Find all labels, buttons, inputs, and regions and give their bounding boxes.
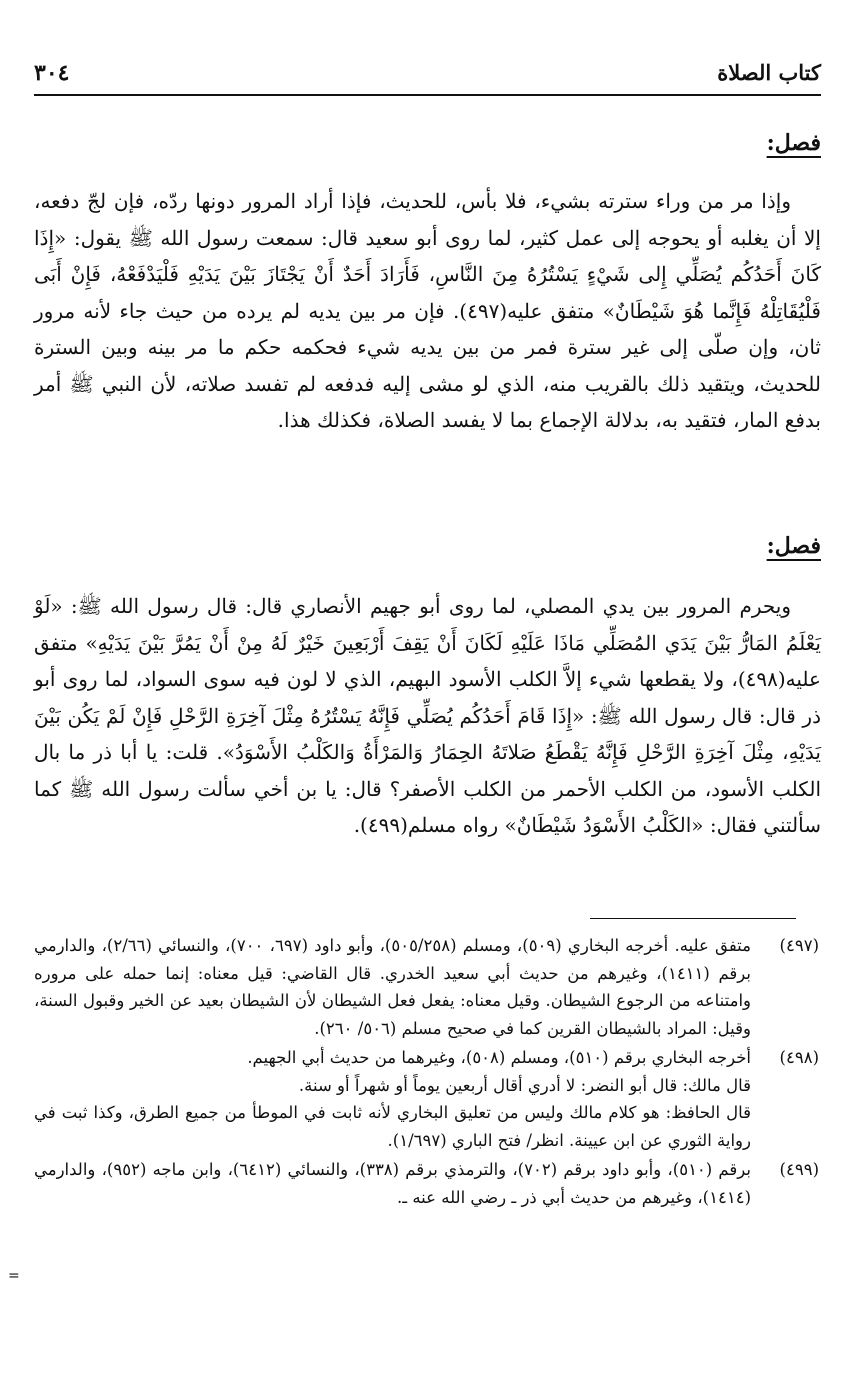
footnote-divider — [590, 918, 796, 919]
section-heading: فصل: — [766, 533, 821, 559]
continuation-mark: = — [8, 1268, 20, 1284]
running-header — [34, 60, 821, 92]
footnote-498 — [34, 1044, 819, 1154]
footnote-text: متفق عليه. أخرجه البخاري (٥٠٩)، ومسلم (٥٠٥/٢٥٨)، وأبو داود (٦٩٧، ٧٠٠)، والنسائي (٢/٦٦)، والدارمي برقم (١٤١١)، وغيرهم من حديث أبي سعيد الخدري. قال القاضي: قيل معناه: إنما حمله على مروره وامتناعه من الرجوع الشيطان. وقيل معناه: يفعل فعل الشيطان لأن الشيطان بعيد عن الخير وقبول السنة، وقيل: المراد بالشيطان القرين كما في صحيح مسلم (٥٠٦/ ٢٦٠). — [34, 936, 752, 1038]
section-heading: فصل: — [766, 130, 821, 156]
footnote-number: (٤٩٨) — [779, 1048, 819, 1067]
header-divider — [34, 94, 821, 96]
section-body — [34, 183, 821, 513]
book-title: كتاب الصلاة — [717, 60, 821, 85]
footnote-text: برقم (٥١٠)، وأبو داود برقم (٧٠٢)، والترمذي برقم (٣٣٨)، والنسائي (٦٤١٢)، وابن ماجه (٩٥٢)، والدارمي (١٤١٤)، وغيرهم من حديث أبي ذر ـ رضي الله عنه ـ. — [34, 1160, 751, 1207]
footnote-number: (٤٩٧) — [779, 936, 819, 955]
footnote-number: (٤٩٩) — [779, 1160, 819, 1179]
body-paragraph: ويحرم المرور بين يدي المصلي، لما روى أبو جهيم الأنصاري قال: قال رسول الله ﷺ: «لَوْ يَعْلَمُ المَارُّ بَيْنَ يَدَي المُصَلِّي مَاذَا عَلَيْهِ لَكَانَ أَنْ يَقِفَ أَرْبَعِينَ خَيْرٌ لَهُ مِنْ أَنْ يَمُرَّ بَيْنَ يَدَيْهِ» متفق عليه(٤٩٨)، ولا يقطعها شيء إلاَّ الكلب الأسود البهيم، الذي لا لون فيه سوى السواد، لما روى أبو ذر قال: قال رسول الله ﷺ: «إِذَا قَامَ أَحَدُكُم يُصَلِّي فَإِنَّهُ يَسْتُرُهُ مِثْلَ آخِرَةِ الرَّحْلِ فَإِنْ لَمْ يَكُن بَيْنَ يَدَيْهِ، مِثْلَ آخِرَةِ الرَّحْلِ فَإِنَّهُ يَقْطَعُ صَلاتَهُ الحِمَارُ وَالمَرْأَةُ وَالكَلْبُ الأَسْوَدُ». قلت: يا أبا ذر ما بال الكلب الأسود، من الكلب الأحمر من الكلب الأصفر؟ قال: يا بن أخي سألت رسول الله ﷺ كما سألتني فقال: «الكَلْبُ الأَسْوَدُ شَيْطَانٌ» رواه مسلم(٤٩٩). — [34, 594, 821, 837]
footnote-text: قال الحافظ: هو كلام مالك وليس من تعليق البخاري لأنه ثابت في الموطأ من جميع الطرق، وكذا ثبت في رواية الثوري عن ابن عيينة. انظر/ فتح الباري (١/٦٩٧). — [34, 1103, 751, 1150]
footnote-text: أخرجه البخاري برقم (٥١٠)، ومسلم (٥٠٨)، وغيرهما من حديث أبي الجهيم. — [247, 1048, 751, 1067]
footnote-499 — [34, 1156, 819, 1211]
page-number: ٣٠٤ — [34, 60, 70, 86]
section-body — [34, 588, 821, 898]
footnotes — [34, 932, 819, 1213]
footnote-text: قال مالك: قال أبو النضر: لا أدري أقال أربعين يوماً أو شهراً أو سنة. — [298, 1075, 751, 1095]
footnote-497 — [34, 932, 819, 1042]
body-paragraph: وإذا مر من وراء سترته بشيء، فلا بأس، للحديث، فإذا أراد المرور دونها ردّه، فإن لجّ دفعه، إلا أن يغلبه أو يحوجه إلى عمل كثير، لما روى أبو سعيد قال: سمعت رسول الله ﷺ يقول: «إِذَا كَانَ أَحَدُكُم يُصَلِّي إِلى شَيْءٍ يَسْتُرُهُ مِنَ النَّاسِ، فَأَرَادَ أَحَدٌ أَنْ يَجْتَازَ بَيْنَ يَدَيْهِ فَلْيَدْفَعْهُ، فَإِنْ أَبَى فَلْيُقَاتِلْهُ فَإِنَّما هُوَ شَيْطَانٌ» متفق عليه(٤٩٧). فإن مر بين يديه لم يرده من حيث جاء لأنه مرور ثان، وإن صلّى إلى غير سترة فمر من بين يديه شيء فحكمه حكم ما مر بينه وبين السترة للحديث، ويتقيد ذلك بالقريب منه، الذي لو مشى إليه فدفعه لم تفسد صلاته، لأن النبي ﷺ أمر بدفع المار، فتقيد به، بدلالة الإجماع بما لا يفسد الصلاة، فكذلك هذا. — [34, 189, 821, 432]
